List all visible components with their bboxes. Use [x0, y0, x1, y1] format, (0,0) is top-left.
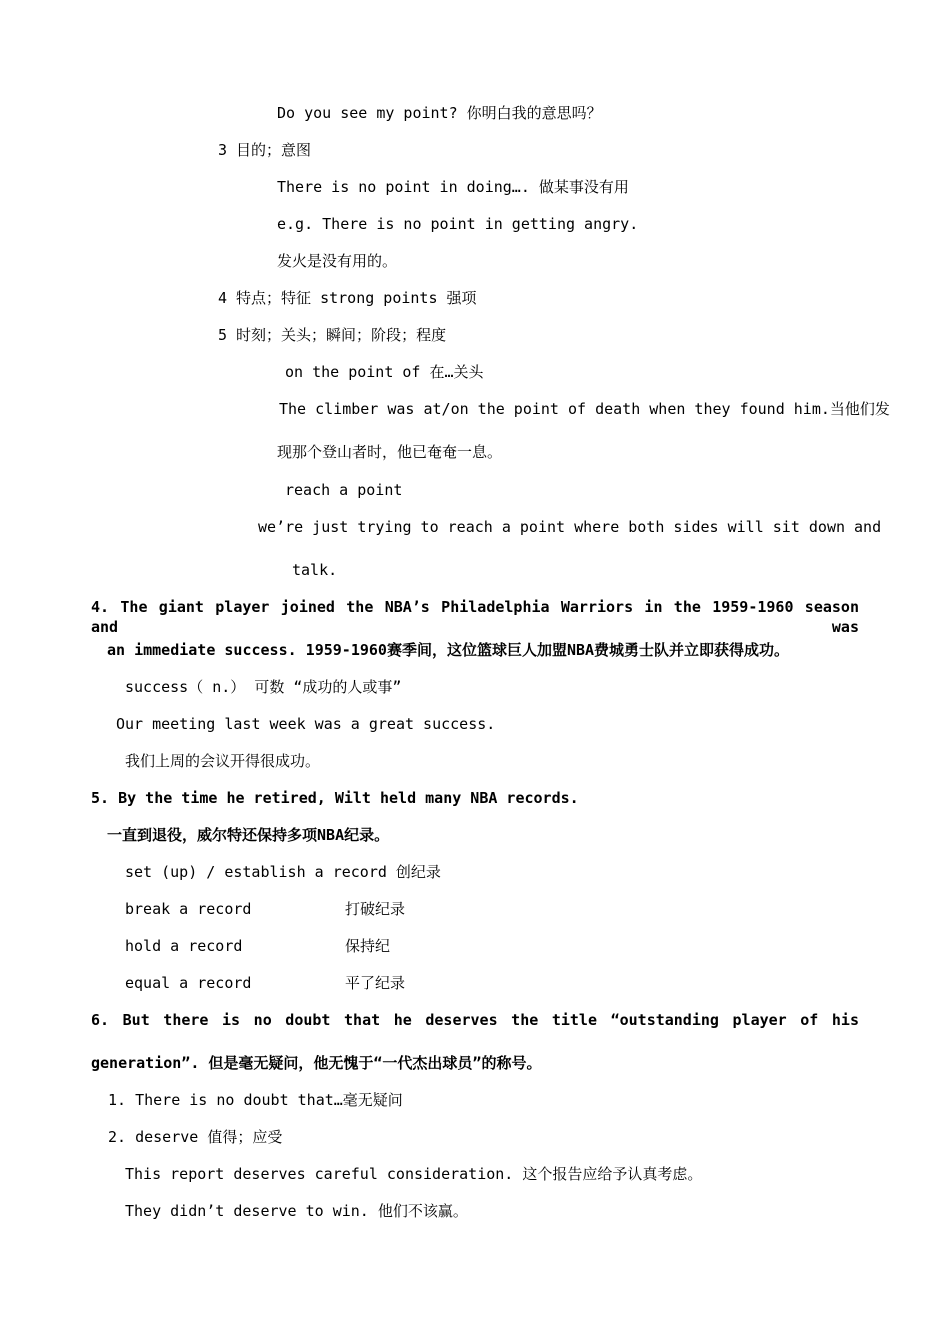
example-sentence: we’re just trying to reach a point where both sides will sit down and: [258, 518, 882, 536]
example-sentence: They didn’t deserve to win. 他们不该赢。: [125, 1202, 468, 1220]
key-sentence-4: 4. The giant player joined the NBA’s Philadelphia Warriors in the 1959-1960 season and was: [91, 598, 859, 636]
numbered-note: 1. There is no doubt that…毫无疑问: [108, 1091, 403, 1109]
translation-line: 现那个登山者时，他已奄奄一息。: [277, 443, 503, 461]
phrase-line: set (up) / establish a record 创纪录: [125, 863, 441, 881]
phrase-line: reach a point: [285, 481, 403, 499]
example-sentence: e.g. There is no point in getting angry.: [277, 215, 639, 233]
key-sentence-5-translation: 一直到退役，威尔特还保持多项NBA纪录。: [107, 826, 390, 844]
translation-line: 发火是没有用的。: [277, 252, 398, 270]
vocab-note: success（ n.） 可数 “成功的人或事”: [125, 678, 402, 696]
phrase-term: break a record: [125, 900, 252, 918]
numbered-note: 2. deserve 值得；应受: [108, 1128, 283, 1146]
phrase-meaning: 打破纪录: [345, 900, 406, 918]
definition-heading: 3 目的；意图: [218, 141, 312, 159]
key-sentence-6-continued: generation”. 但是毫无疑问，他无愧于“一代杰出球员”的称号。: [91, 1054, 542, 1072]
example-sentence: Do you see my point? 你明白我的意思吗？: [277, 104, 602, 122]
example-sentence: Our meeting last week was a great success.: [116, 715, 496, 733]
definition-heading: 4 特点；特征 strong points 强项: [218, 289, 477, 307]
definition-heading: 5 时刻；关头；瞬间；阶段；程度: [218, 326, 447, 344]
translation-line: 我们上周的会议开得很成功。: [125, 752, 321, 770]
phrase-term: equal a record: [125, 974, 252, 992]
example-sentence: This report deserves careful consideration. 这个报告应给予认真考虑。: [125, 1165, 703, 1183]
phrase-line: There is no point in doing…. 做某事没有用: [277, 178, 629, 196]
phrase-meaning: 保持纪: [345, 937, 391, 955]
key-sentence-6: 6. But there is no doubt that he deserves the title “outstanding player of his: [91, 1011, 859, 1029]
phrase-meaning: 平了纪录: [345, 974, 406, 992]
phrase-line: on the point of 在…关头: [285, 363, 484, 381]
example-sentence: The climber was at/on the point of death when they found him.当他们发: [279, 400, 890, 418]
example-sentence-continued: talk.: [292, 561, 338, 579]
phrase-term: hold a record: [125, 937, 243, 955]
key-sentence-5: 5. By the time he retired, Wilt held many NBA records.: [91, 789, 579, 807]
key-sentence-4-translation: an immediate success. 1959-1960赛季间，这位篮球巨人加盟NBA费城勇士队并立即获得成功。: [107, 641, 790, 659]
